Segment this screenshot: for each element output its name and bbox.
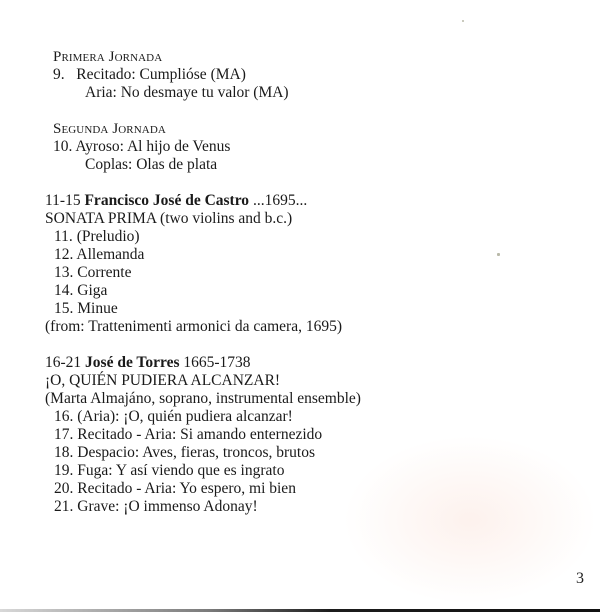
composer-name: José de Torres [85,354,180,371]
track-title: Ayroso: Al hijo de Venus [75,138,231,155]
track-number: 11. [54,228,73,245]
track-title: Grave: ¡O immenso Adonay! [77,498,258,515]
section-heading-primera-jornada: Primera Jornada [53,49,163,65]
track-subtitle: Coplas: Olas de plata [85,156,218,173]
performers-note: (Marta Almajáno, soprano, instrumental ensemble) [45,390,361,407]
section-heading-segunda-jornada: Segunda Jornada [53,121,166,137]
work-title: ¡O, QUIÉN PUDIERA ALCANZAR! [45,372,281,389]
paper-speck [462,20,464,22]
track-item [45,300,361,318]
track-item [45,408,361,426]
composer-dates: 1665-1738 [183,354,251,371]
track-item-10 [45,138,361,156]
track-number: 10. [53,138,73,155]
paper-speck [497,253,500,256]
composer-header-torres [45,354,361,372]
track-range: 16-21 [45,354,82,371]
track-number: 18. [54,444,74,461]
track-number: 19. [54,462,74,479]
track-item [45,426,361,444]
track-number: 13. [54,264,74,281]
track-number: 17. [54,426,74,443]
track-number: 16. [54,408,74,425]
track-number: 9. [53,66,65,83]
track-item [45,282,361,300]
track-item [45,480,361,498]
track-item [45,264,361,282]
track-item-9 [45,66,361,84]
track-number: 12. [54,246,74,263]
track-title: (Aria): ¡O, quién pudiera alcanzar! [77,408,293,425]
track-title: Minue [77,300,118,317]
track-title: Allemanda [76,246,145,263]
track-item [45,228,361,246]
track-title: Corrente [77,264,132,281]
composer-dates: ...1695... [252,192,308,209]
track-number: 15. [54,300,74,317]
track-number: 21. [54,498,74,515]
track-range: 11-15 [45,192,81,209]
page-number: 3 [576,570,584,587]
track-title: Giga [77,282,108,299]
composer-header-castro [45,192,361,210]
track-item [45,462,361,480]
source-note: (from: Trattenimenti armonici da camera, 1695) [45,318,342,335]
track-listing [45,48,361,516]
track-title: Recitado - Aria: Yo espero, mi bien [77,480,296,497]
work-title: SONATA PRIMA (two violins and b.c.) [45,210,293,227]
track-number: 14. [54,282,74,299]
track-item [45,498,361,516]
track-title: Recitado - Aria: Si amando enternezido [77,426,323,443]
track-item [45,444,361,462]
track-title: Recitado: Cumplióse (MA) [76,66,246,83]
track-title: Fuga: Y así viendo que es ingrato [77,462,285,479]
composer-name: Francisco José de Castro [84,192,250,209]
track-title: Despacio: Aves, fieras, troncos, brutos [77,444,316,461]
track-number: 20. [54,480,74,497]
track-item [45,246,361,264]
track-title: (Preludio) [76,228,140,245]
track-subtitle: Aria: No desmaye tu valor (MA) [85,84,289,101]
